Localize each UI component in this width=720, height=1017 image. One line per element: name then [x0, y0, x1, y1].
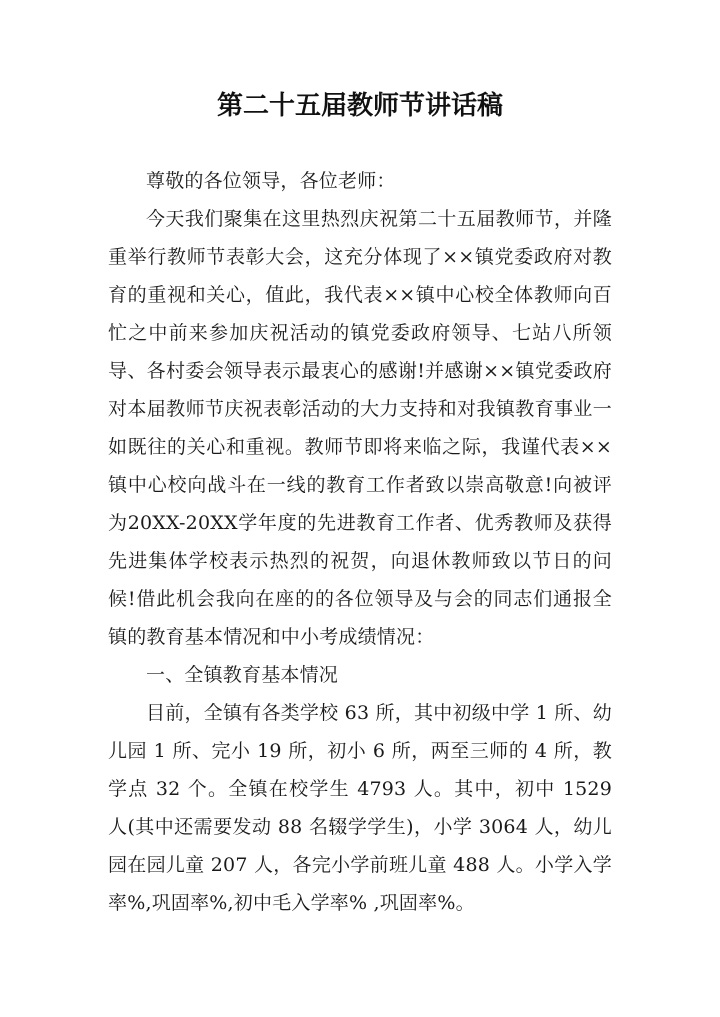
greeting-paragraph: 尊敬的各位领导，各位老师：: [146, 170, 396, 192]
statistics-paragraph: 目前，全镇有各类学校 63 所，其中初级中学 1 所、幼儿园 1 所、完小 19 所，初小 6 所，两至三师的 4 所，教学点 32 个。全镇在校学生 4793 人。其中，初中 1529 人(其中还需要发动 88 名辍学学生)，小学 3064 人，幼儿园在园儿童 207 人，各完小学前班儿童 488 人。小学入学率%,巩固率%,初中毛入学率% ,巩固率%。: [108, 702, 613, 914]
document-body: [108, 162, 612, 922]
opening-paragraph: 今天我们聚集在这里热烈庆祝第二十五届教师节，并隆重举行教师节表彰大会，这充分体现了××镇党委政府对教育的重视和关心，值此，我代表××镇中心校全体教师向百忙之中前来参加庆祝活动的镇党委政府领导、七站八所领导、各村委会领导表示最衷心的感谢!并感谢××镇党委政府对本届教师节庆祝表彰活动的大力支持和对我镇教育事业一如既往的关心和重视。教师节即将来临之际，我谨代表××镇中心校向战斗在一线的教育工作者致以崇高敬意!向被评为20XX-20XX学年度的先进教育工作者、优秀教师及获得先进集体学校表示热烈的祝贺，向退休教师致以节日的问候!借此机会我向在座的的各位领导及与会的同志们通报全镇的教育基本情况和中小考成绩情况：: [108, 208, 612, 648]
section-heading: 一、全镇教育基本情况: [146, 664, 339, 686]
document-title: 第二十五届教师节讲话稿: [216, 91, 503, 121]
